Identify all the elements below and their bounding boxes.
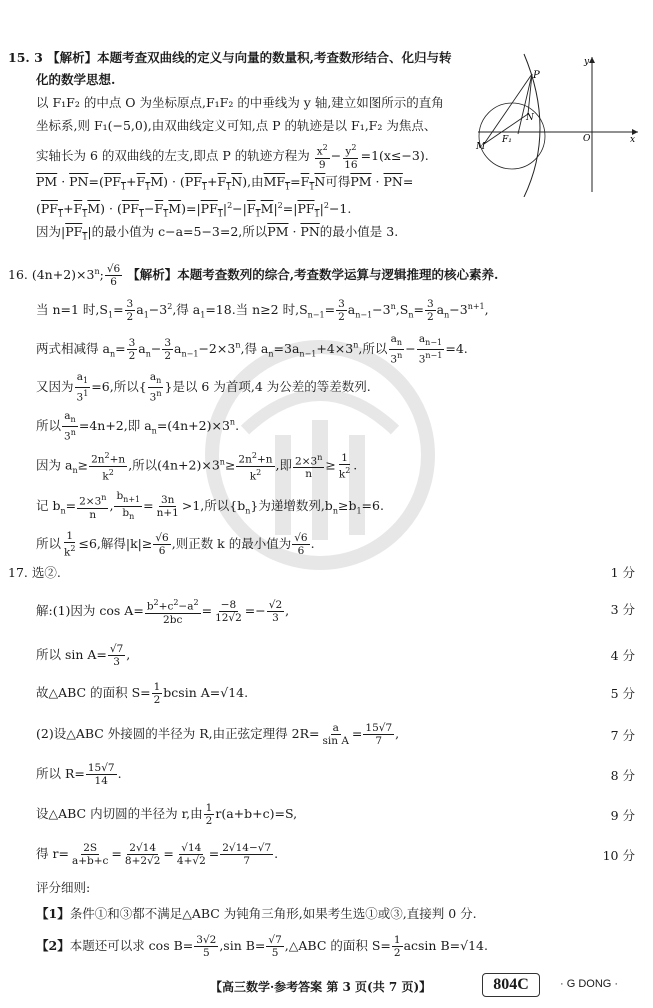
p15-line2: 化的数学思想. <box>36 72 116 87</box>
p16-line2: 当 n=1 时$,S_1=$ $\frac{3}{2}$ $a_1-3^2$,得 $a_1=18$.当 n≥2 时$,S_{n-1}=$ $\frac{3}{2}$ $a_{n-1}-3^n,S_n=$ $\frac{3}{2}$ $a_n-3^{n+1}$, <box>36 298 489 324</box>
p16-line8: 所以 $\frac{1}{k^2}$ ≤6,解得|k|≥ $\frac{√6}{6}$ ,则正数 k 的最小值为 $\frac{√6}{6}$ . <box>36 530 315 559</box>
p16-line4: 又因为 $\frac{a_1}{3^1}$ =6,所以{ $\frac{a_n}{3^n}$ }是以 6 为首项,4 为公差的等差数列. <box>36 371 371 404</box>
label-o: O <box>583 134 591 144</box>
p15-line4: 坐标系,则 F₁(−5,0),由双曲线定义可知,点 P 的轨迹是以 F₁,F₂ 为焦点、 <box>36 118 437 133</box>
p15-line6: $\overline{PM} \cdot \overline{PN}=(PF_1+F_1M) \cdot (PF_1+F_1N)$,由$MF_1=F_1N$可得$\overline{PM} \cdot \overline{PN}=$ <box>36 174 414 192</box>
p17-line8: 得 r= $\frac{2S}{a+b+c}$ = $\frac{2√14}{8+2√2}$ = $\frac{√14}{4+√2}$ = $\frac{2√14-√7}{7}$ . <box>36 842 279 867</box>
p17-rubric-2: 【2】本题还可以求 cos B= $\frac{3√2}{5}$ ,sin B= $\frac{√7}{5}$ ,△ABC 的面积 S= $\frac{1}{2}$ acsin B=√14. <box>36 934 488 959</box>
p17-rubric-title: 评分细则: <box>36 880 91 895</box>
exam-code: 804C <box>482 973 540 997</box>
p15-line3: 以 F₁F₂ 的中点 O 为坐标原点,F₁F₂ 的中垂线为 y 轴,建立如图所示的直角 <box>36 95 444 110</box>
p16-line6: 因为 $a_n\ge$ $\frac{2n^2+n}{k^2}$ ,所以$(4n+2)\times 3^n\ge$ $\frac{2n^2+n}{k^2}$ ,即 $\frac{2\times 3^n}{n}$ ≥ $\frac{1}{k^2}$ . <box>36 451 358 482</box>
hyperbola-figure <box>472 52 642 197</box>
footer-text: 【高三数学·参考答案 第 3 页(共 7 页)】 <box>210 980 432 994</box>
p17-score8: 10 分 <box>602 848 635 863</box>
p17-score1: 1 分 <box>610 565 635 580</box>
label-p: P <box>533 70 540 81</box>
p15-line7: $(PF_1+F_1M) \cdot (PF_1-F_1M)=|PF_1|^2-|F_1M|^2=|PF_1|^2-1$. <box>36 201 352 219</box>
label-y: y <box>584 57 590 67</box>
p17-score5: 7 分 <box>610 728 635 743</box>
p15-heading: 15. 3 【解析】本题考查双曲线的定义与向量的数量积,考查数形结合、化归与转 <box>8 50 452 65</box>
p15-line5: 实轴长为 6 的双曲线的左支,即点 P 的轨迹方程为 $\frac{x^2}{9}$ − $\frac{y^2}{16}$ =1(x≤−3). <box>36 143 429 171</box>
p16-line7: 记 $b_n=$ $\frac{2\times 3^n}{n}$ , $\frac{b_{n+1}}{b_n}$ = $\frac{3n}{n+1}$ >1,所以$\{b_n\}$为递增数列$,b_n\ge b_1=6$. <box>36 490 384 522</box>
p17-score7: 9 分 <box>610 808 635 823</box>
page-footer <box>0 970 653 998</box>
p17-line1: 17. 选②. <box>8 565 61 580</box>
brand-mark: · G DONG · <box>560 978 619 990</box>
p17-score4: 5 分 <box>610 686 635 701</box>
p17-line4: 故△ABC 的面积 S= $\frac{1}{2}$ bcsin A=√14. <box>36 681 249 706</box>
p16-heading: 16. $(4n+2)\times 3^n$; $\frac{√6}{6}$ 【解析】本题考查数列的综合,考查数学运算与逻辑推理的核心素养. <box>8 263 499 289</box>
p16-line5: 所以 $\frac{a_n}{3^n}$ =4n+2,即 $a_n=(4n+2)\times 3^n$. <box>36 410 240 443</box>
p17-line2: 解:(1)因为 cos A= $\frac{b^2+c^2-a^2}{2bc}$ = $\frac{-8}{12√2}$ =− $\frac{√2}{3}$ , <box>36 598 290 626</box>
p17-score6: 8 分 <box>610 768 635 783</box>
p17-line6: 所以 R= $\frac{15√7}{14}$ . <box>36 762 122 787</box>
p17-line7: 设△ABC 内切圆的半径为 r,由 $\frac{1}{2}$ r(a+b+c)=S, <box>36 802 298 827</box>
label-n: N <box>526 113 534 123</box>
p17-line5: (2)设△ABC 外接圆的半径为 R,由正弦定理得 2R= $\frac{a}{\text{sin A}}$ = $\frac{15√7}{7}$ , <box>36 722 400 747</box>
label-x: x <box>630 135 636 145</box>
label-m: M <box>476 142 486 152</box>
p17-score2: 3 分 <box>610 602 635 617</box>
p15-line8: 因为$|PF_1|$的最小值为 c−a=5−3=2,所以$\overline{PM} \cdot \overline{PN}$的最小值是 3. <box>36 224 399 242</box>
label-f1: F₁ <box>502 135 512 145</box>
p17-rubric-1: 【1】条件①和③都不满足△ABC 为钝角三角形,如果考生选①或③,直接判 0 分. <box>36 906 477 921</box>
p16-line3: 两式相减得 $a_n=$ $\frac{3}{2}$ $a_n-$ $\frac{3}{2}$ $a_{n-1}-2\times 3^n$,得 $a_n=3a_{n-1}+4\times 3^n$,所以 $\frac{a_n}{3^n}$ − $\frac{a_{n-1}}{3^{n-1}}$ =4. <box>36 333 468 366</box>
p17-score3: 4 分 <box>610 648 635 663</box>
p17-line3: 所以 sin A= $\frac{√7}{3}$ , <box>36 643 131 668</box>
